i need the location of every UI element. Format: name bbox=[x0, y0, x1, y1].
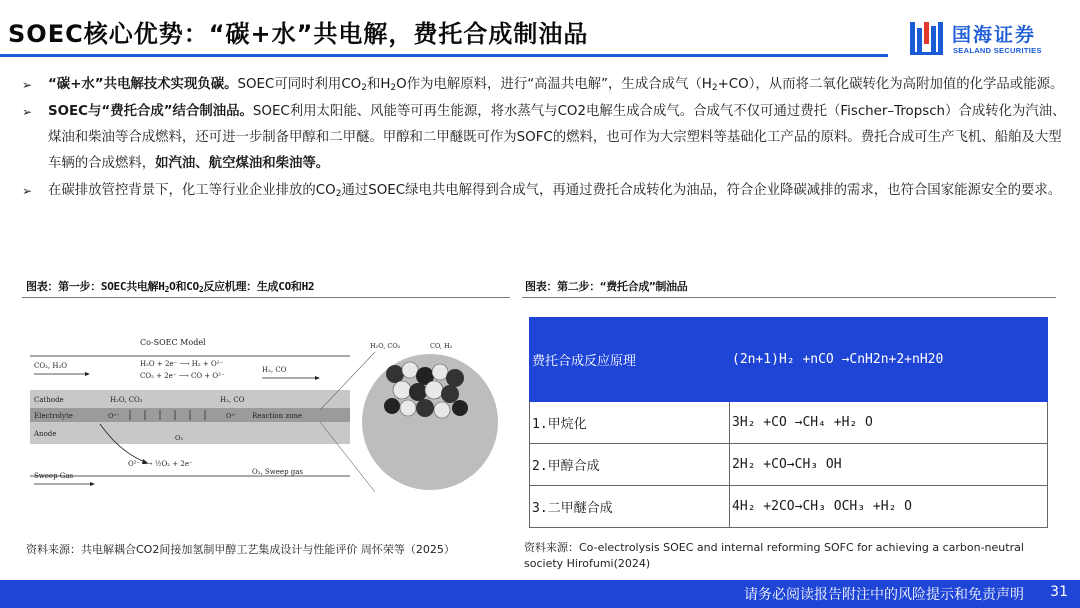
reaction-1: H₂O + 2e⁻ ⟶ H₂ + O²⁻ bbox=[140, 360, 224, 368]
bullet-text: +CO），从而将二氧化碳转化为高附加值的化学品或能源。 bbox=[717, 77, 1064, 92]
table-header-cell: 费托合成反应原理 bbox=[530, 318, 730, 402]
reaction-2: CO₂ + 2e⁻ ⟶ CO + O²⁻ bbox=[140, 372, 225, 380]
left-figure-caption bbox=[26, 278, 314, 294]
sweep-gas-in: Sweep Gas bbox=[34, 472, 74, 480]
subscript: 2 bbox=[164, 285, 170, 294]
right-source: 资料来源：Co-electrolysis SOEC and internal reforming SOFC for achieving a carbon-neutral society Hirofumi(2024) bbox=[524, 541, 1024, 570]
anode-reaction: O²⁻ ⟶ ½O₂ + 2e⁻ bbox=[128, 460, 193, 468]
table-row bbox=[530, 402, 1048, 444]
anode-label: Anode bbox=[34, 430, 57, 438]
page-title: SOEC核心优势：“碳+水”共电解，费托合成制油品 bbox=[8, 20, 589, 48]
cathode-layer bbox=[30, 390, 350, 408]
oxygen-label: O₂ bbox=[175, 434, 183, 442]
bullet-arrow-icon: ➢ bbox=[22, 184, 33, 198]
table-cell: 3.二甲醚合成 bbox=[530, 486, 730, 528]
circle-inlet-label: H₂O, CO₂ bbox=[370, 342, 401, 350]
left-source: 资料来源：共电解耦合CO2间接加氢制甲醇工艺集成设计与性能评价 周怀荣等（2025） bbox=[26, 543, 455, 556]
oxygen-ion-label-2: O²⁻ bbox=[226, 412, 238, 420]
table-header-row bbox=[530, 318, 1048, 402]
right-figure-caption: 图表：第二步：“费托合成”制油品 bbox=[525, 280, 688, 293]
caption-text: 图表：第一步：SOEC共电解H bbox=[26, 280, 165, 293]
bullet-list bbox=[22, 72, 1067, 205]
bullet-lead: “碳+水”共电解技术实现负碳。 bbox=[48, 77, 238, 92]
bullet-text: 通过SOEC绿电共电解得到合成气，再通过费托合成转化为油品，符合企业降碳减排的需求，也符合国家能源安全的要求。 bbox=[341, 183, 1062, 198]
subscript: 2 bbox=[711, 83, 718, 93]
table-cell: 2.甲醇合成 bbox=[530, 444, 730, 486]
right-caption-rule bbox=[522, 297, 1056, 298]
reaction-zone-label: Reaction zone bbox=[252, 412, 303, 420]
disclaimer-link[interactable]: 请务必阅读报告附注中的风险提示和免责声明 bbox=[744, 587, 1024, 603]
bullet-item bbox=[22, 72, 1067, 98]
left-caption-rule bbox=[22, 297, 510, 298]
table-row bbox=[530, 486, 1048, 528]
logo-english-name: SEALAND SECURITIES bbox=[953, 46, 1042, 55]
bullet-text: 和H bbox=[366, 77, 391, 92]
co-soec-diagram bbox=[30, 332, 500, 502]
caption-text: O和CO bbox=[169, 280, 199, 293]
bullet-text: 在碳排放管控背景下，化工等行业企业排放的CO bbox=[48, 183, 336, 198]
page-number: 31 bbox=[1050, 584, 1068, 600]
subscript: 2 bbox=[335, 189, 342, 199]
outlet-label: H₂, CO bbox=[262, 366, 287, 374]
caption-text: 反应机理：生成CO和H2 bbox=[203, 280, 315, 293]
subscript: 2 bbox=[198, 285, 204, 294]
bullet-arrow-icon: ➢ bbox=[22, 105, 33, 119]
cathode-gas-out: H₂, CO bbox=[220, 396, 245, 404]
subscript: 2 bbox=[390, 83, 397, 93]
subscript: 2 bbox=[361, 83, 367, 93]
bullet-emphasis: 如汽油、航空煤油和柴油等。 bbox=[155, 156, 330, 171]
bullet-lead: SOEC与“费托合成”结合制油品。 bbox=[48, 104, 253, 119]
bullet-text: SOEC可同时利用CO bbox=[237, 77, 362, 92]
table-cell: 1.甲烷化 bbox=[530, 402, 730, 444]
cathode-gas-in: H₂O, CO₂ bbox=[110, 396, 143, 404]
cathode-label: Cathode bbox=[34, 396, 64, 404]
sweep-gas-out: O₂, Sweep gas bbox=[252, 468, 304, 476]
anode-layer bbox=[30, 422, 350, 444]
footer-bar bbox=[0, 580, 1080, 608]
table-header-cell: (2n+1)H₂ +nCO →CnH2n+2+nH20 bbox=[730, 318, 1048, 402]
table-cell: 2H₂ +CO→CH₃ OH bbox=[730, 444, 1048, 486]
sealand-logo-icon bbox=[908, 18, 948, 58]
header-divider bbox=[0, 54, 888, 57]
ft-synthesis-table bbox=[529, 317, 1048, 528]
bullet-item bbox=[22, 99, 1067, 177]
inlet-label: CO₂, H₂O bbox=[34, 362, 68, 370]
model-label: Co-SOEC Model bbox=[140, 338, 206, 347]
bullet-arrow-icon: ➢ bbox=[22, 78, 33, 92]
bullet-text: O作为电解原料，进行“高温共电解”，生成合成气（H bbox=[396, 77, 712, 92]
oxygen-ion-label: O²⁻ bbox=[108, 412, 120, 420]
bullet-text: SOEC利用太阳能、风能等可再生能源，将水蒸气与CO2电解生成合成气。合成气不仅可通过费托（Fischer–Tropsch）合成转化为汽油、煤油和柴油等合成燃料，还可进一步制备甲醇和二甲醚。甲醇和二甲醚既可作为SOFC的燃料，也可作为大宗塑料等基础化工产品的原料。费托合成可生产飞机、船舶及大型车辆的合成燃料， bbox=[48, 104, 1066, 171]
logo-chinese-name: 国海证券 bbox=[952, 24, 1037, 46]
circle-outlet-label: CO, H₂ bbox=[430, 342, 453, 350]
company-logo bbox=[908, 18, 1068, 60]
table-row bbox=[530, 444, 1048, 486]
table-cell: 4H₂ +2CO→CH₃ OCH₃ +H₂ O bbox=[730, 486, 1048, 528]
particle-cluster bbox=[384, 362, 468, 418]
bullet-item bbox=[22, 178, 1067, 204]
electrolyte-label: Electrolyte bbox=[34, 412, 73, 420]
table-cell: 3H₂ +CO →CH₄ +H₂ O bbox=[730, 402, 1048, 444]
